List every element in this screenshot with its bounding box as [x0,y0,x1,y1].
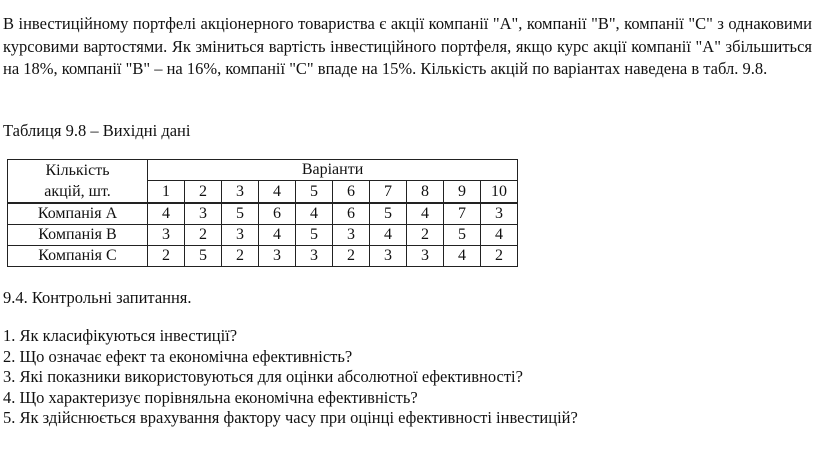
table-caption: Таблиця 9.8 – Вихідні дані [3,121,191,140]
variant-number: 1 [148,181,185,203]
row-label: Компанія С [8,246,148,267]
table-cell: 2 [222,246,259,267]
table-header-row [8,160,518,181]
table-cell: 4 [444,246,481,267]
list-item: 4. Що характеризує порівняльна економічна ефективність? [3,387,418,407]
table-cell: 3 [148,225,185,246]
variant-number: 4 [259,181,296,203]
list-item: 3. Які показники використовуються для оцінки абсолютної ефективності? [3,367,523,386]
table-cell: 7 [444,203,481,225]
corner-header-line2: акцій, шт. [44,183,111,200]
variant-number: 7 [370,181,407,203]
table-cell: 4 [148,203,185,225]
table-cell: 3 [481,203,518,225]
table-cell: 4 [407,203,444,225]
table-cell: 2 [333,246,370,267]
table-cell: 3 [259,246,296,267]
source-data-table [7,159,518,267]
table-cell: 5 [370,203,407,225]
table-cell: 5 [222,203,259,225]
variants-header-cell: Варіанти [148,160,518,181]
table-cell: 4 [259,225,296,246]
table-cell: 6 [333,203,370,225]
variant-number: 3 [222,181,259,203]
variant-number: 9 [444,181,481,203]
table-cell: 5 [444,225,481,246]
table-cell: 5 [296,225,333,246]
table-row [8,203,518,225]
corner-header-line1: Кількість [45,162,110,179]
table-cell: 2 [481,246,518,267]
variant-number: 2 [185,181,222,203]
variant-number: 5 [296,181,333,203]
table-cell: 3 [333,225,370,246]
questions-list [3,326,578,429]
table-cell: 3 [370,246,407,267]
table-cell: 2 [407,225,444,246]
table-cell: 3 [296,246,333,267]
table-cell: 3 [222,225,259,246]
row-label: Компанія А [8,203,148,225]
table-cell: 4 [370,225,407,246]
row-label: Компанія В [8,225,148,246]
table-cell: 2 [148,246,185,267]
table-cell: 2 [185,225,222,246]
list-item: 1. Як класифікуються інвестиції? [3,326,238,345]
table-cell: 4 [296,203,333,225]
list-item: 5. Як здійснюється врахування фактору часу при оцінці ефективності інвестицій? [3,408,578,427]
table-cell: 3 [407,246,444,267]
table-row [8,225,518,246]
table-cell: 6 [259,203,296,225]
variant-number: 10 [481,181,518,203]
table-cell: 3 [185,203,222,225]
table-cell: 5 [185,246,222,267]
task-paragraph: В інвестиційному портфелі акціонерного товариства є акції компанії "А", компанії "В", компанії "С" з однаковими курсовими вартостями. Як зміниться вартість інвестиційного портфеля, якщо курс акції компанії "А" збільшиться на 18%, компанії "В" – на 16%, компанії "С" впаде на 15%. Кількість акцій по варіантах наведена в табл. 9.8. [3,14,812,78]
table-row [8,246,518,267]
variant-number: 8 [407,181,444,203]
table-cell: 4 [481,225,518,246]
section-title: 9.4. Контрольні запитання. [3,288,192,307]
variant-number: 6 [333,181,370,203]
corner-header-cell [8,160,148,204]
list-item: 2. Що означає ефект та економічна ефективність? [3,346,353,366]
